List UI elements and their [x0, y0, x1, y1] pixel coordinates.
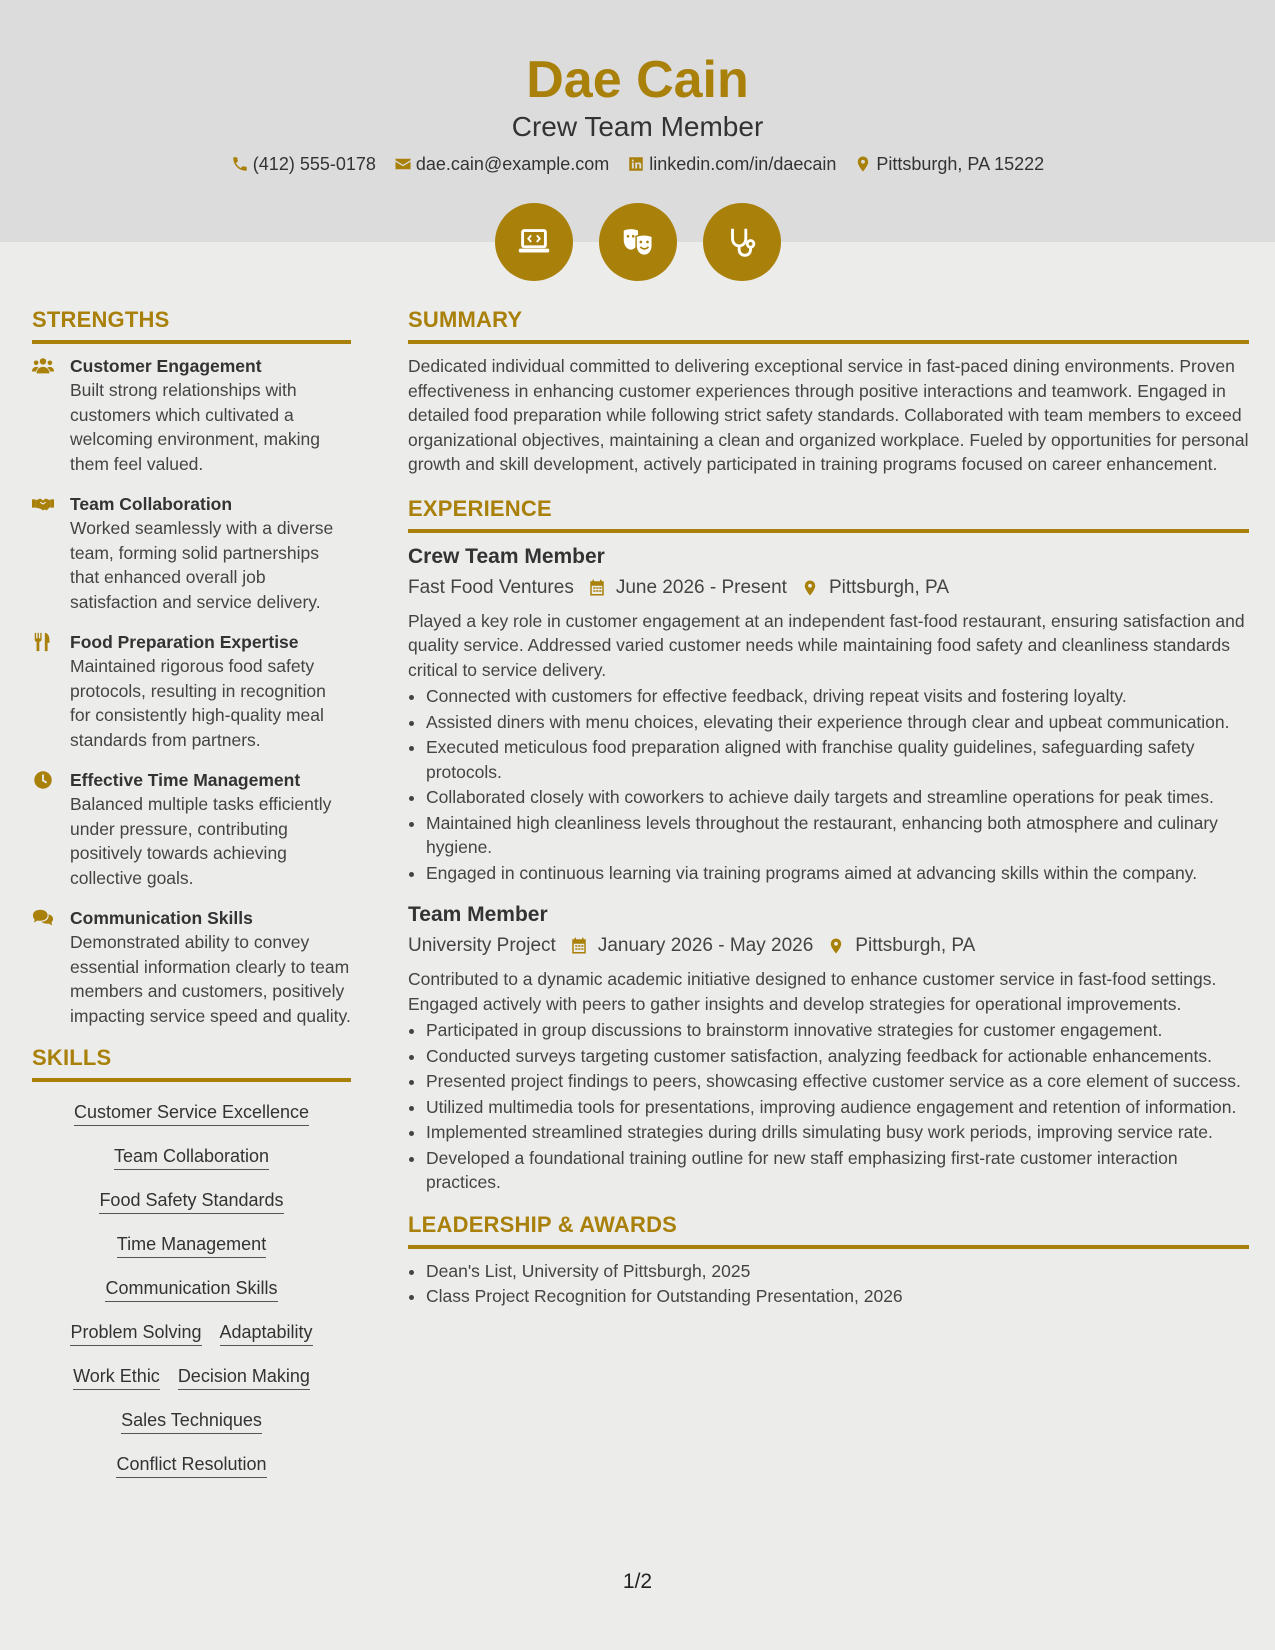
- skill-row: [116, 1452, 266, 1478]
- strength-item: [32, 492, 351, 614]
- skill-row: [117, 1232, 266, 1258]
- award-item: • Class Project Recognition for Outstanding Presentation, 2026: [426, 1284, 1249, 1309]
- skill-row: [73, 1364, 310, 1390]
- job-description: Contributed to a dynamic academic initiative designed to enhance customer service in fast-food settings. Engaged actively with peers to gather insights and develop strategies for operational improvements.: [408, 969, 1217, 1014]
- calendar-icon: [588, 579, 606, 597]
- utensils-icon: [32, 632, 54, 652]
- bullet-item: • Presented project findings to peers, showcasing effective customer service as a core element of success.: [426, 1069, 1249, 1094]
- strength-title: Food Preparation Expertise: [70, 632, 299, 652]
- awards-list: [408, 1259, 1249, 1309]
- left-column: [32, 306, 351, 1488]
- strength-item: [32, 768, 351, 890]
- skill-row: [99, 1188, 283, 1214]
- job-location: Pittsburgh, PA: [828, 576, 949, 598]
- bullet-item: • Developed a foundational training outline for new staff emphasizing first-rate customer interaction practices.: [426, 1146, 1249, 1195]
- stethoscope-badge: [703, 203, 781, 281]
- stethoscope-icon: [723, 223, 761, 261]
- skill-tag: Sales Techniques: [121, 1408, 262, 1434]
- job-title: Crew Team Member: [408, 544, 605, 568]
- linkedin-text: linkedin.com/in/daecain: [649, 153, 837, 174]
- summary-heading: SUMMARY: [408, 306, 1249, 344]
- map-pin-icon: [801, 579, 819, 597]
- job-dates: June 2026 - Present: [615, 576, 787, 598]
- email-text: dae.cain@example.com: [415, 153, 610, 174]
- handshake-icon: [32, 494, 54, 514]
- skills-list: [32, 1092, 351, 1488]
- linkedin-icon: [627, 155, 645, 173]
- skill-tag: Customer Service Excellence: [74, 1100, 309, 1126]
- contact-row: [0, 151, 1275, 177]
- strengths-heading: STRENGTHS: [32, 306, 351, 344]
- bullet-item: • Implemented streamlined strategies during drills simulating busy work periods, improving service rate.: [426, 1120, 1249, 1145]
- job-meta: [408, 931, 1249, 961]
- phone-text: (412) 555-0178: [252, 153, 376, 174]
- skill-tag: Communication Skills: [105, 1276, 277, 1302]
- strength-item: [32, 630, 351, 752]
- awards-heading: LEADERSHIP & AWARDS: [408, 1211, 1249, 1249]
- job-location: Pittsburgh, PA: [855, 935, 976, 956]
- bullet-item: • Assisted diners with menu choices, elevating their experience through clear and upbeat communication.: [426, 710, 1249, 735]
- job-company: Fast Food Ventures: [408, 576, 574, 598]
- bullet-item: • Conducted surveys targeting customer satisfaction, analyzing feedback for actionable enhancements.: [426, 1044, 1249, 1069]
- bullet-item: • Utilized multimedia tools for presentations, improving audience engagement and retention of information.: [426, 1095, 1249, 1120]
- skill-row: [121, 1408, 262, 1434]
- skill-tag: Team Collaboration: [114, 1144, 269, 1170]
- skills-heading: SKILLS: [32, 1044, 351, 1082]
- contact-location: [854, 154, 1044, 175]
- strength-desc: Worked seamlessly with a diverse team, forming solid partnerships that enhanced overall job satisfaction and service delivery.: [70, 518, 334, 612]
- map-pin-icon: [854, 155, 872, 173]
- bullet-item: • Connected with customers for effective feedback, driving repeat visits and fostering loyalty.: [426, 684, 1249, 709]
- bullet-item: • Engaged in continuous learning via training programs aimed at advancing skills within the company.: [426, 861, 1249, 886]
- location-text: Pittsburgh, PA 15222: [876, 153, 1045, 174]
- theater-masks-icon: [619, 223, 657, 261]
- award-item: • Dean's List, University of Pittsburgh, 2025: [426, 1259, 1249, 1284]
- skill-tag: Work Ethic: [73, 1364, 160, 1390]
- job-bullets: [408, 1018, 1249, 1195]
- skill-tag: Time Management: [117, 1232, 266, 1258]
- strength-desc: Demonstrated ability to convey essential information clearly to team members and customers, positively impacting service speed and quality.: [70, 932, 351, 1026]
- skill-row: [74, 1100, 309, 1126]
- calendar-icon: [570, 937, 588, 955]
- strength-item: [32, 354, 351, 476]
- strength-title: Communication Skills: [70, 908, 253, 928]
- strength-desc: Balanced multiple tasks efficiently under pressure, contributing positively towards achieving collective goals.: [70, 794, 332, 888]
- skill-tag: Decision Making: [178, 1364, 310, 1390]
- job-title: Team Member: [408, 903, 548, 926]
- job-meta: [408, 573, 1249, 603]
- candidate-title: Crew Team Member: [511, 111, 764, 142]
- bullet-item: • Executed meticulous food preparation aligned with franchise quality guidelines, safeguarding safety protocols.: [426, 735, 1249, 784]
- skill-tag: Food Safety Standards: [99, 1188, 283, 1214]
- contact-email[interactable]: [394, 154, 609, 175]
- job-bullets: [408, 684, 1249, 885]
- skill-tag: Conflict Resolution: [116, 1452, 266, 1478]
- experience-heading: EXPERIENCE: [408, 495, 1249, 533]
- strength-desc: Built strong relationships with customers which cultivated a welcoming environment, making them feel valued.: [70, 380, 320, 474]
- comments-icon: [32, 908, 54, 928]
- envelope-icon: [394, 155, 412, 173]
- bullet-item: • Maintained high cleanliness levels throughout the restaurant, enhancing both atmosphere and culinary hygiene.: [426, 811, 1249, 860]
- skill-row: [114, 1144, 269, 1170]
- page-number: 1/2: [622, 1570, 653, 1593]
- skill-tag: Problem Solving: [70, 1320, 201, 1346]
- bullet-item: • Collaborated closely with coworkers to achieve daily targets and streamline operations for peak times.: [426, 785, 1249, 810]
- strength-desc: Maintained rigorous food safety protocols, resulting in recognition for consistently high-quality meal standards from partners.: [70, 656, 326, 750]
- job-description: Played a key role in customer engagement at an independent fast-food restaurant, ensuring satisfaction and quality service. Addressed varied customer needs while maintaining food safety and cleanliness standards critical to service delivery.: [408, 610, 1245, 680]
- phone-icon: [231, 155, 249, 173]
- candidate-name: Dae Cain: [526, 51, 749, 109]
- contact-phone[interactable]: [231, 154, 376, 175]
- bullet-item: • Participated in group discussions to brainstorm innovative strategies for customer engagement.: [426, 1018, 1249, 1043]
- badge-row: [0, 203, 1275, 281]
- strength-title: Effective Time Management: [70, 770, 301, 790]
- skill-tag: Adaptability: [220, 1320, 313, 1346]
- users-icon: [32, 356, 54, 376]
- job-company: University Project: [408, 935, 556, 956]
- laptop-code-icon: [515, 223, 553, 261]
- strength-title: Customer Engagement: [70, 356, 262, 376]
- skill-row: [70, 1320, 312, 1346]
- theater-masks-badge: [599, 203, 677, 281]
- job-dates: January 2026 - May 2026: [597, 935, 814, 956]
- right-column: [408, 306, 1249, 1310]
- strength-item: [32, 906, 351, 1028]
- clock-icon: [32, 770, 54, 790]
- map-pin-icon: [827, 937, 845, 955]
- job-entry: [408, 901, 1249, 1195]
- job-entry: [408, 543, 1249, 886]
- laptop-code-badge: [495, 203, 573, 281]
- strength-title: Team Collaboration: [70, 494, 233, 514]
- contact-linkedin[interactable]: [627, 154, 836, 175]
- skill-row: [105, 1276, 277, 1302]
- summary-text: Dedicated individual committed to delivering exceptional service in fast-paced dining environments. Proven effectiveness in enhancing customer experiences through positive interactions and teamwork. Engaged in detailed food preparation while following strict safety standards. Collaborated with team members to exceed organizational objectives, maintaining a clean and organized workplace. Fueled by opportunities for personal growth and skill development, actively participated in training programs focused on career enhancement.: [408, 356, 1249, 474]
